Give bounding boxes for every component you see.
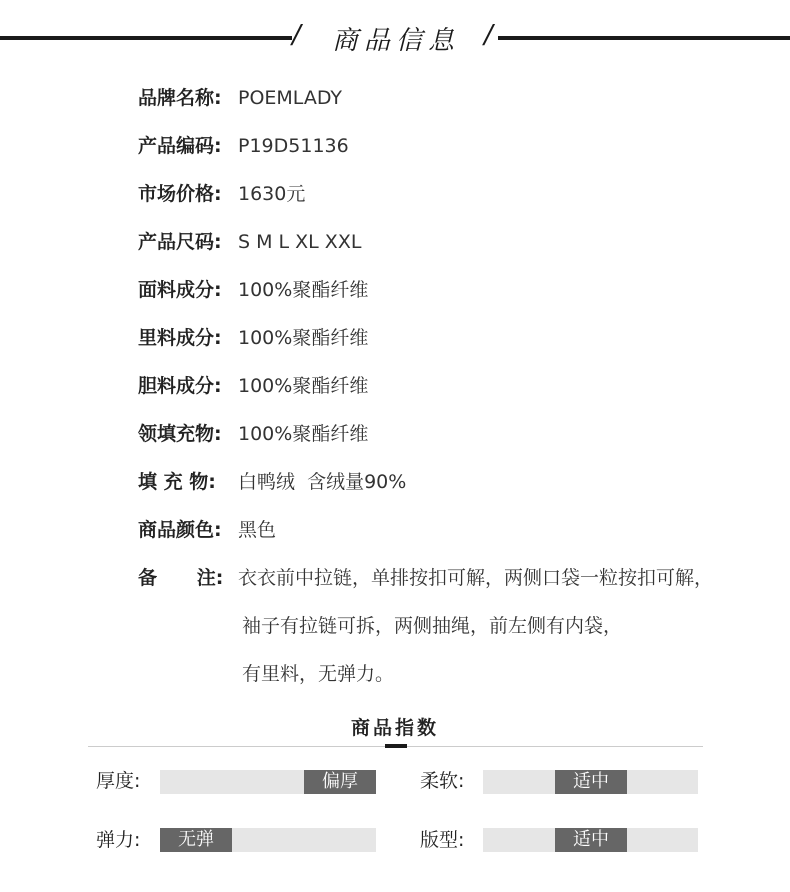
info-row-inner: [138, 374, 368, 398]
section-title: 商品信息: [332, 26, 461, 56]
info-label: 填 充 物:: [138, 471, 216, 493]
info-value: 黑色: [238, 519, 277, 541]
info-label: 市场价格:: [138, 183, 222, 205]
metric-elasticity-label: 弹力:: [96, 829, 141, 851]
info-value: 100%聚酯纤维: [238, 279, 369, 301]
metric-elasticity-bar: [160, 828, 376, 852]
info-label: 胆料成分:: [138, 375, 222, 397]
header-left-line: [0, 36, 292, 40]
info-label: 产品编码:: [138, 135, 222, 157]
info-row-lining: [138, 326, 368, 350]
metric-thickness-bar: [160, 770, 376, 794]
info-label: 领填充物:: [138, 423, 222, 445]
info-value: POEMLADY: [238, 87, 343, 109]
info-label: 商品颜色:: [138, 519, 222, 541]
metric-thickness-label: 厚度:: [96, 770, 141, 792]
metric-softness-tag: 适中: [555, 770, 627, 794]
info-value: 100%聚酯纤维: [238, 375, 369, 397]
info-value: 白鸭绒 含绒量90%: [238, 471, 407, 493]
info-value: 100%聚酯纤维: [238, 327, 369, 349]
info-value: S M L XL XXL: [238, 231, 362, 253]
info-value: P19D51136: [238, 135, 349, 157]
info-value: 1630元: [238, 183, 306, 205]
metric-softness-label: 柔软:: [420, 770, 465, 792]
info-row-filling: [138, 470, 406, 494]
metric-thickness-tag: 偏厚: [304, 770, 376, 794]
metric-fit-label: 版型:: [420, 829, 465, 851]
info-label: 产品尺码:: [138, 231, 222, 253]
remark-line-3: 有里料，无弹力。: [242, 663, 395, 685]
info-value: 100%聚酯纤维: [238, 423, 369, 445]
info-row-collar-filling: [138, 422, 368, 446]
info-label: 面料成分:: [138, 279, 222, 301]
info-row-fabric: [138, 278, 368, 302]
metric-elasticity-tag: 无弹: [160, 828, 232, 852]
remark-line-2: 袖子有拉链可拆，两侧抽绳，前左侧有内袋，: [242, 615, 623, 637]
metric-softness-bar: [483, 770, 698, 794]
header-slash-right: /: [484, 20, 493, 50]
info-row-brand: [138, 86, 342, 110]
metric-fit-bar: [483, 828, 698, 852]
index-divider-mark: [385, 744, 407, 748]
header-right-line: [498, 36, 790, 40]
info-row-code: [138, 134, 349, 158]
remark-label: 备 注:: [138, 567, 224, 589]
info-row-remark: [138, 566, 713, 590]
info-row-color: [138, 518, 276, 542]
remark-line-1: 衣衣前中拉链，单排按扣可解，两侧口袋一粒按扣可解，: [238, 567, 714, 589]
info-row-price: [138, 182, 305, 206]
info-label: 里料成分:: [138, 327, 222, 349]
info-label: 品牌名称:: [138, 87, 222, 109]
info-row-size: [138, 230, 361, 254]
header-slash-left: /: [292, 20, 301, 50]
metric-fit-tag: 适中: [555, 828, 627, 852]
index-title: 商品指数: [350, 717, 439, 739]
